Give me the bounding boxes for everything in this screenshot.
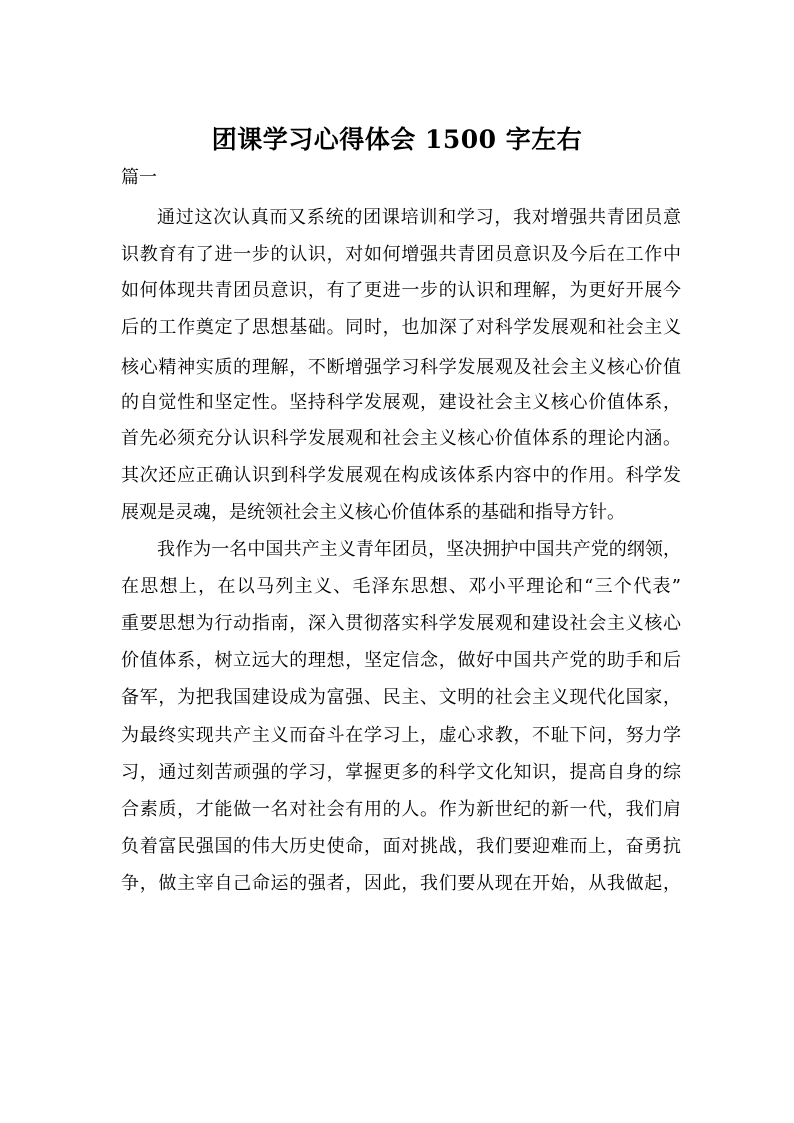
- paragraph-1-line: 展观是灵魂，是统领社会主义核心价值体系的基础和指导方针。: [121, 502, 625, 523]
- document-title: 团课学习心得体会 1500 字左右: [211, 125, 583, 154]
- paragraph-2-line: 负着富民强国的伟大历史使命，面对挑战，我们要迎难而上，奋勇抗: [121, 836, 681, 857]
- paragraph-2-line: 为最终实现共产主义而奋斗在学习上，虚心求教，不耻下问，努力学: [121, 725, 681, 746]
- paragraph-1-line: 识教育有了进一步的认识，对如何增强共青团员意识及今后在工作中: [121, 244, 681, 265]
- paragraph-1-line: 其次还应正确认识到科学发展观在构成该体系内容中的作用。科学发: [121, 465, 681, 486]
- paragraph-2-line: 争，做主宰自己命运的强者，因此，我们要从现在开始，从我做起，: [121, 873, 681, 894]
- paragraph-1-line: 核心精神实质的理解，不断增强学习科学发展观及社会主义核心价值: [121, 357, 681, 378]
- paragraph-2-line: 合素质，才能做一名对社会有用的人。作为新世纪的新一代，我们肩: [121, 799, 681, 820]
- paragraph-1-line: 后的工作奠定了思想基础。同时，也加深了对科学发展观和社会主义: [121, 317, 681, 338]
- paragraph-1-line: 首先必须充分认识科学发展观和社会主义核心价值体系的理论内涵。: [121, 428, 681, 449]
- paragraph-1-line: 的自觉性和坚定性。坚持科学发展观，建设社会主义核心价值体系，: [121, 392, 681, 413]
- paragraph-2-line: 习，通过刻苦顽强的学习，掌握更多的科学文化知识，提高自身的综: [121, 762, 681, 783]
- section-heading: 篇一: [121, 167, 157, 188]
- paragraph-2-line: 在思想上，在以马列主义、毛泽东思想、邓小平理论和“三个代表”: [121, 576, 681, 597]
- paragraph-1-line: 如何体现共青团员意识，有了更进一步的认识和理解，为更好开展今: [121, 280, 681, 301]
- paragraph-2-line: 价值体系，树立远大的理想，坚定信念，做好中国共产党的助手和后: [121, 650, 681, 671]
- paragraph-2-line: 我作为一名中国共产主义青年团员，坚决拥护中国共产党的纲领，: [157, 539, 681, 560]
- paragraph-2-line: 重要思想为行动指南，深入贯彻落实科学发展观和建设社会主义核心: [121, 613, 681, 634]
- paragraph-1-line: 通过这次认真而又系统的团课培训和学习，我对增强共青团员意: [157, 207, 681, 228]
- paragraph-2-line: 备军，为把我国建设成为富强、民主、文明的社会主义现代化国家，: [121, 687, 681, 708]
